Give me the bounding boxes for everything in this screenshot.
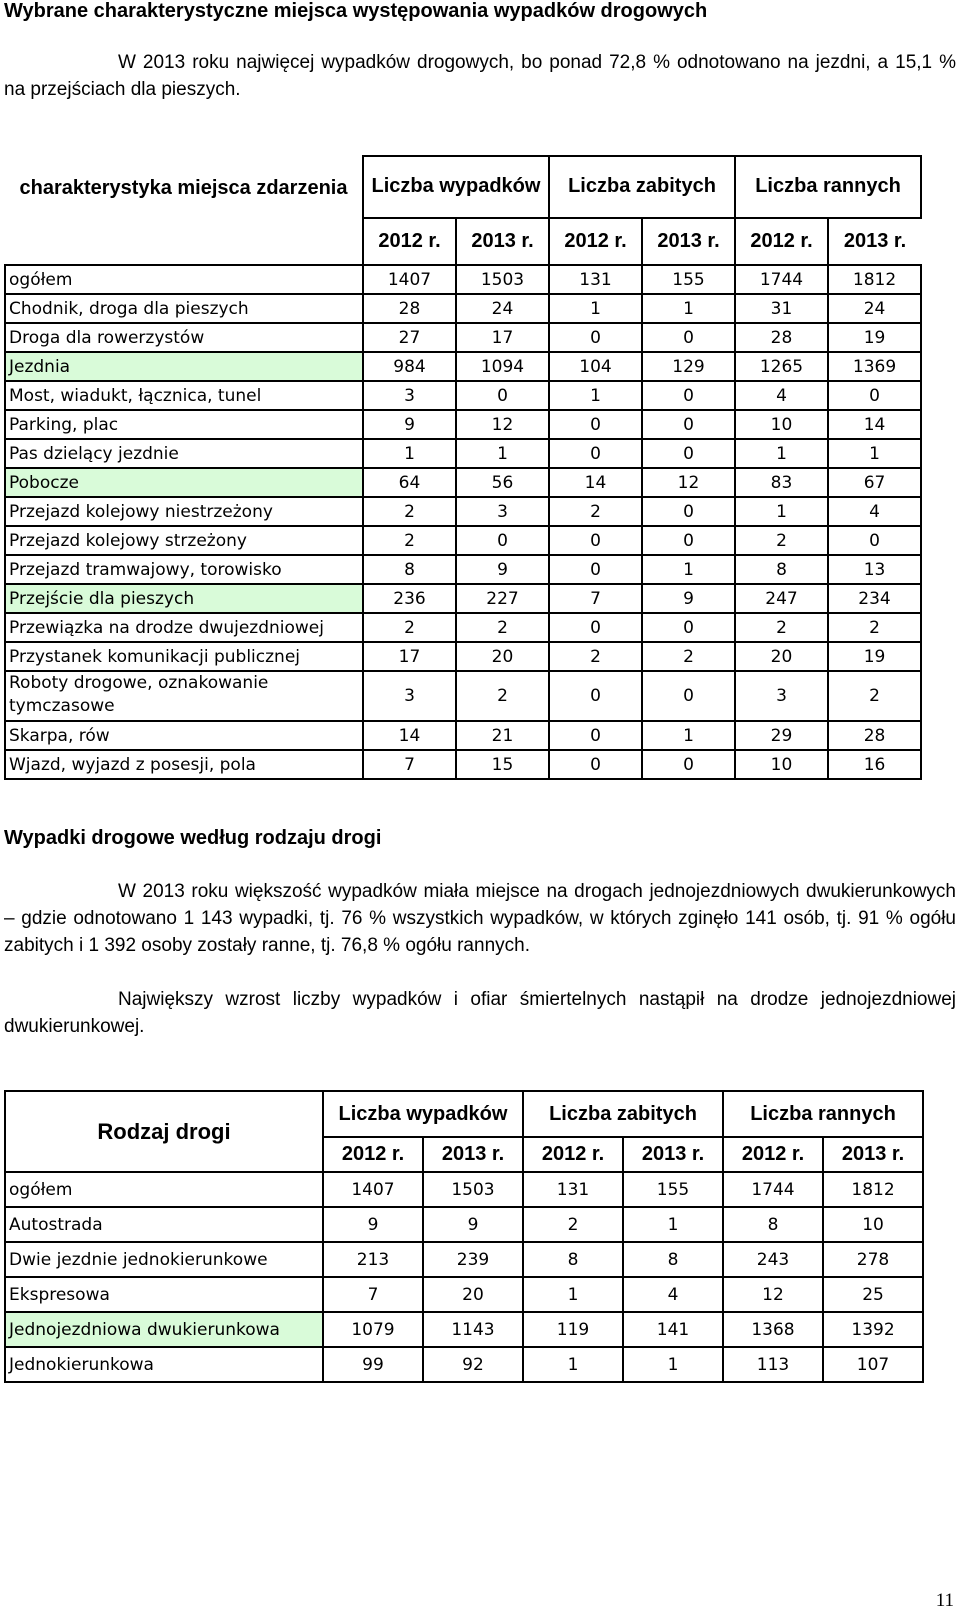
table-row (5, 410, 921, 439)
table-row (5, 1277, 923, 1312)
table-cell: 1 (642, 294, 735, 323)
table-cell: 12 (456, 410, 549, 439)
table-cell: 1369 (828, 352, 921, 381)
table-cell: 9 (456, 555, 549, 584)
row-label: Przejazd kolejowy niestrzeżony (5, 497, 363, 526)
table-cell: 27 (363, 323, 456, 352)
table2-year-header: 2013 r. (423, 1137, 523, 1172)
table-cell: 0 (549, 721, 642, 750)
table-cell: 21 (456, 721, 549, 750)
table-cell: 9 (323, 1207, 423, 1242)
row-label: Droga dla rowerzystów (5, 323, 363, 352)
table1-group-header-killed: Liczba zabitych (549, 156, 735, 218)
table-cell: 1 (735, 439, 828, 468)
table-cell: 278 (823, 1242, 923, 1277)
table-cell: 1 (549, 294, 642, 323)
table2-year-header: 2012 r. (523, 1137, 623, 1172)
table-row (5, 468, 921, 497)
table-cell: 0 (456, 526, 549, 555)
table-cell: 64 (363, 468, 456, 497)
table-cell: 7 (549, 584, 642, 613)
table-cell: 1 (642, 721, 735, 750)
table-cell: 12 (723, 1277, 823, 1312)
table-cell: 1392 (823, 1312, 923, 1347)
table-cell: 0 (549, 613, 642, 642)
table-cell: 1407 (363, 265, 456, 294)
table1-year-header: 2013 r. (456, 218, 549, 265)
table-cell: 4 (735, 381, 828, 410)
table-cell: 17 (456, 323, 549, 352)
table-cell: 0 (642, 613, 735, 642)
row-label: ogółem (5, 265, 363, 294)
table-cell: 0 (549, 750, 642, 779)
table1-year-header: 2012 r. (735, 218, 828, 265)
table-row (5, 642, 921, 671)
table-cell: 2 (828, 671, 921, 721)
table-cell: 83 (735, 468, 828, 497)
table-cell: 99 (323, 1347, 423, 1382)
row-label: Jezdnia (5, 352, 363, 381)
table-row (5, 584, 921, 613)
table-cell: 239 (423, 1242, 523, 1277)
table-row (5, 265, 921, 294)
table-cell: 1265 (735, 352, 828, 381)
table-cell: 31 (735, 294, 828, 323)
table-cell: 28 (735, 323, 828, 352)
table-row (5, 1242, 923, 1277)
table-cell: 119 (523, 1312, 623, 1347)
row-label: Pobocze (5, 468, 363, 497)
table-cell: 1503 (456, 265, 549, 294)
table-cell: 1744 (723, 1172, 823, 1207)
row-label: Przejazd kolejowy strzeżony (5, 526, 363, 555)
table-cell: 236 (363, 584, 456, 613)
row-label: Chodnik, droga dla pieszych (5, 294, 363, 323)
table-cell: 3 (456, 497, 549, 526)
row-label: Most, wiadukt, łącznica, tunel (5, 381, 363, 410)
table-cell: 0 (642, 526, 735, 555)
table-cell: 104 (549, 352, 642, 381)
table1-year-header: 2012 r. (363, 218, 456, 265)
table-cell: 12 (642, 468, 735, 497)
table-cell: 0 (549, 439, 642, 468)
table-cell: 0 (549, 410, 642, 439)
table-row (5, 750, 921, 779)
row-label: Wjazd, wyjazd z posesji, pola (5, 750, 363, 779)
table-cell: 1 (642, 555, 735, 584)
table-row (5, 352, 921, 381)
table-row (5, 613, 921, 642)
table-cell: 234 (828, 584, 921, 613)
row-label: Przewiązka na drodze dwujezdniowej (5, 613, 363, 642)
table-row (5, 526, 921, 555)
table-cell: 2 (828, 613, 921, 642)
table-cell: 4 (623, 1277, 723, 1312)
table-cell: 131 (549, 265, 642, 294)
table-cell: 129 (642, 352, 735, 381)
table-cell: 247 (735, 584, 828, 613)
row-label: Autostrada (5, 1207, 323, 1242)
table-cell: 19 (828, 642, 921, 671)
table-cell: 20 (735, 642, 828, 671)
row-label: Ekspresowa (5, 1277, 323, 1312)
table-cell: 1 (623, 1207, 723, 1242)
table-cell: 984 (363, 352, 456, 381)
table-cell: 2 (642, 642, 735, 671)
table-cell: 7 (323, 1277, 423, 1312)
table-cell: 1 (523, 1277, 623, 1312)
table2-year-header: 2012 r. (723, 1137, 823, 1172)
table-cell: 10 (735, 410, 828, 439)
table-cell: 2 (456, 671, 549, 721)
table-row (5, 497, 921, 526)
row-label: Parking, plac (5, 410, 363, 439)
table-cell: 0 (642, 323, 735, 352)
table-cell: 20 (456, 642, 549, 671)
table-cell: 2 (735, 526, 828, 555)
table1-year-header: 2013 r. (828, 218, 921, 265)
row-label: Przejazd tramwajowy, torowisko (5, 555, 363, 584)
table-cell: 1368 (723, 1312, 823, 1347)
table-row (5, 439, 921, 468)
table-cell: 92 (423, 1347, 523, 1382)
row-label: Roboty drogowe, oznakowanie tymczasowe (5, 671, 363, 721)
table-cell: 14 (549, 468, 642, 497)
table-cell: 2 (456, 613, 549, 642)
table-cell: 243 (723, 1242, 823, 1277)
table-cell: 131 (523, 1172, 623, 1207)
table-cell: 24 (456, 294, 549, 323)
table-cell: 2 (363, 613, 456, 642)
table-cell: 1 (828, 439, 921, 468)
table-cell: 3 (363, 381, 456, 410)
row-label: Jednokierunkowa (5, 1347, 323, 1382)
table-cell: 19 (828, 323, 921, 352)
table-cell: 0 (549, 555, 642, 584)
page-number: 11 (935, 1590, 954, 1611)
table-cell: 107 (823, 1347, 923, 1382)
table-cell: 25 (823, 1277, 923, 1312)
table-cell: 15 (456, 750, 549, 779)
table-cell: 10 (735, 750, 828, 779)
table-cell: 1503 (423, 1172, 523, 1207)
table-cell: 213 (323, 1242, 423, 1277)
section2-paragraph-1: W 2013 roku większość wypadków miała miejsce na drogach jednojezdniowych dwukierunkowych – gdzie odnotowano 1 143 wypadki, tj. 76 % wszystkich wypadków, w których zginęło 141 osób, tj. 91 % ogółu zabitych i 1 392 osoby zostały ranne, tj. 76,8 % ogółu rannych. (4, 881, 956, 956)
table-cell: 2 (523, 1207, 623, 1242)
table-row (5, 1172, 923, 1207)
table-cell: 0 (549, 323, 642, 352)
row-label: ogółem (5, 1172, 323, 1207)
table-cell: 10 (823, 1207, 923, 1242)
table-cell: 28 (828, 721, 921, 750)
table-cell: 1079 (323, 1312, 423, 1347)
table-cell: 14 (363, 721, 456, 750)
table-cell: 0 (828, 381, 921, 410)
table-cell: 1 (623, 1347, 723, 1382)
table-cell: 7 (363, 750, 456, 779)
table1-group-header-accidents: Liczba wypadków (363, 156, 549, 218)
table-cell: 2 (735, 613, 828, 642)
table1-group-header-injured: Liczba rannych (735, 156, 921, 218)
table2-year-header: 2013 r. (823, 1137, 923, 1172)
section1-paragraph: W 2013 roku najwięcej wypadków drogowych, bo ponad 72,8 % odnotowano na jezdni, a 15,1 % na przejściach dla pieszych. (4, 52, 956, 100)
table-row (5, 323, 921, 352)
table-cell: 0 (642, 439, 735, 468)
table-cell: 1 (456, 439, 549, 468)
section1-heading: Wybrane charakterystyczne miejsca występowania wypadków drogowych (4, 0, 708, 22)
table-cell: 9 (423, 1207, 523, 1242)
table-row (5, 671, 921, 721)
table1-corner-header: charakterystyka miejsca zdarzenia (5, 156, 363, 265)
table-row (5, 381, 921, 410)
table-cell: 17 (363, 642, 456, 671)
table-cell: 1094 (456, 352, 549, 381)
table-cell: 8 (623, 1242, 723, 1277)
table-cell: 8 (363, 555, 456, 584)
table-cell: 8 (723, 1207, 823, 1242)
table-cell: 1143 (423, 1312, 523, 1347)
table2-group-header-injured: Liczba rannych (723, 1091, 923, 1137)
table-cell: 16 (828, 750, 921, 779)
table-cell: 1 (735, 497, 828, 526)
table-cell: 56 (456, 468, 549, 497)
row-label: Dwie jezdnie jednokierunkowe (5, 1242, 323, 1277)
section2-heading: Wypadki drogowe według rodzaju drogi (4, 827, 382, 849)
table-row (5, 1347, 923, 1382)
table2-group-header-killed: Liczba zabitych (523, 1091, 723, 1137)
table-cell: 0 (642, 381, 735, 410)
table-cell: 4 (828, 497, 921, 526)
table-cell: 1 (363, 439, 456, 468)
table-cell: 3 (363, 671, 456, 721)
row-label: Pas dzielący jezdnie (5, 439, 363, 468)
table-cell: 28 (363, 294, 456, 323)
accident-location-table (4, 155, 922, 780)
row-label: Przystanek komunikacji publicznej (5, 642, 363, 671)
table-cell: 8 (735, 555, 828, 584)
table-cell: 0 (549, 671, 642, 721)
table-cell: 0 (456, 381, 549, 410)
table-row (5, 294, 921, 323)
table-cell: 9 (642, 584, 735, 613)
road-type-table (4, 1090, 924, 1383)
table-cell: 0 (642, 671, 735, 721)
table-row (5, 555, 921, 584)
table-cell: 9 (363, 410, 456, 439)
table-cell: 2 (363, 497, 456, 526)
table-cell: 0 (642, 410, 735, 439)
table-cell: 1744 (735, 265, 828, 294)
table1-year-header: 2013 r. (642, 218, 735, 265)
row-label: Przejście dla pieszych (5, 584, 363, 613)
table-cell: 1812 (823, 1172, 923, 1207)
table-row (5, 721, 921, 750)
table-cell: 8 (523, 1242, 623, 1277)
table-cell: 13 (828, 555, 921, 584)
table-cell: 141 (623, 1312, 723, 1347)
table-cell: 113 (723, 1347, 823, 1382)
table1-year-header: 2012 r. (549, 218, 642, 265)
table-row (5, 1312, 923, 1347)
table-cell: 1407 (323, 1172, 423, 1207)
table-cell: 24 (828, 294, 921, 323)
table2-group-header-accidents: Liczba wypadków (323, 1091, 523, 1137)
table-cell: 3 (735, 671, 828, 721)
table-cell: 1 (549, 381, 642, 410)
row-label: Jednojezdniowa dwukierunkowa (5, 1312, 323, 1347)
table-cell: 1812 (828, 265, 921, 294)
table-cell: 0 (642, 750, 735, 779)
table-cell: 14 (828, 410, 921, 439)
table-cell: 155 (623, 1172, 723, 1207)
table-cell: 0 (828, 526, 921, 555)
table-cell: 2 (549, 497, 642, 526)
section2-paragraph-2: Największy wzrost liczby wypadków i ofiar śmiertelnych nastąpił na drodze jednojezdniowej dwukierunkowej. (4, 989, 956, 1037)
table-row (5, 1207, 923, 1242)
table-cell: 2 (549, 642, 642, 671)
table-cell: 227 (456, 584, 549, 613)
table2-year-header: 2013 r. (623, 1137, 723, 1172)
row-label: Skarpa, rów (5, 721, 363, 750)
table2-corner-header: Rodzaj drogi (5, 1091, 323, 1172)
table-cell: 0 (549, 526, 642, 555)
table-cell: 20 (423, 1277, 523, 1312)
table-cell: 1 (523, 1347, 623, 1382)
table-cell: 0 (642, 497, 735, 526)
table-cell: 29 (735, 721, 828, 750)
table-cell: 2 (363, 526, 456, 555)
table-cell: 155 (642, 265, 735, 294)
table2-year-header: 2012 r. (323, 1137, 423, 1172)
table-cell: 67 (828, 468, 921, 497)
